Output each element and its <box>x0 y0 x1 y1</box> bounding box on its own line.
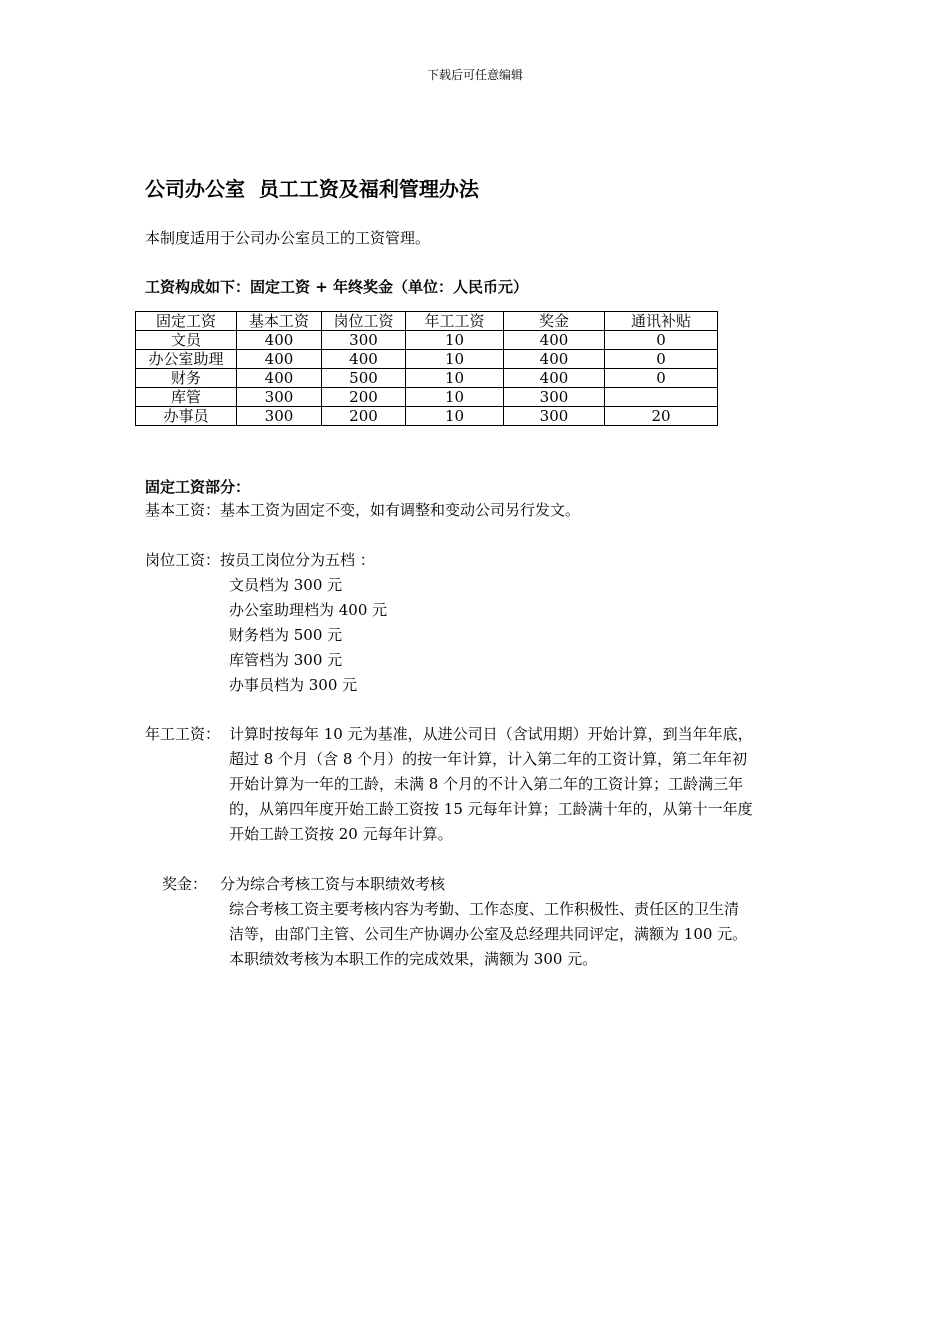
intro-text: 本制度适用于公司办公室员工的工资管理。 <box>145 229 431 247</box>
seniority-rule-line: 开始工龄工资按 20 元每年计算。 <box>229 825 453 843</box>
table-header-cell: 岗位工资 <box>322 312 406 331</box>
post-salary-label: 岗位工资：按员工岗位分为五档 ： <box>145 551 375 569</box>
bonus-label: 奖金： <box>162 875 208 893</box>
bonus-detail-line: 洁等，由部门主管、公司生产协调办公室及总经理共同评定，满额为 100 元。 <box>229 925 748 943</box>
table-cell: 200 <box>322 407 406 426</box>
table-cell: 0 <box>605 331 718 350</box>
table-row <box>136 369 718 388</box>
table-cell: 0 <box>605 369 718 388</box>
composition-heading: 工资构成如下：固定工资 + 年终奖金（单位：人民币元） <box>145 278 529 296</box>
post-level-item: 财务档为 500 元 <box>229 626 343 644</box>
post-level-item: 办事员档为 300 元 <box>229 676 358 694</box>
document-title: 公司办公室 员工工资及福利管理办法 <box>145 177 479 201</box>
table-cell: 400 <box>322 350 406 369</box>
table-cell: 400 <box>504 331 605 350</box>
post-level-item: 办公室助理档为 400 元 <box>229 601 388 619</box>
seniority-rule-line: 计算时按每年 10 元为基准，从进公司日（含试用期）开始计算，到当年年底， <box>229 725 753 743</box>
table-cell: 0 <box>605 350 718 369</box>
table-cell: 300 <box>237 388 322 407</box>
table-row <box>136 388 718 407</box>
bonus-detail-line: 本职绩效考核为本职工作的完成效果，满额为 300 元。 <box>229 950 598 968</box>
table-cell: 20 <box>605 407 718 426</box>
seniority-rule-line: 开始计算为一年的工龄，未满 8 个月的不计入第二年的工资计算；工龄满三年 <box>229 775 744 793</box>
bonus-detail-line: 综合考核工资主要考核内容为考勤、工作态度、工作积极性、责任区的卫生清 <box>229 900 740 918</box>
table-cell: 库管 <box>136 388 237 407</box>
table-cell: 400 <box>504 350 605 369</box>
table-cell: 300 <box>237 407 322 426</box>
post-level-item: 文员档为 300 元 <box>229 576 343 594</box>
table-cell: 300 <box>504 388 605 407</box>
bonus-summary: 分为综合考核工资与本职绩效考核 <box>220 875 446 893</box>
table-cell: 400 <box>237 369 322 388</box>
table-cell: 10 <box>406 350 504 369</box>
table-cell: 10 <box>406 331 504 350</box>
header-note: 下载后可任意编辑 <box>426 68 523 82</box>
table-cell: 300 <box>504 407 605 426</box>
table-cell: 办公室助理 <box>136 350 237 369</box>
seniority-rule-line: 的，从第四年度开始工龄工资按 15 元每年计算；工龄满十年的，从第十一年度 <box>229 800 753 818</box>
table-row <box>136 331 718 350</box>
table-cell <box>605 388 718 407</box>
table-cell: 10 <box>406 407 504 426</box>
table-header-cell: 奖金 <box>504 312 605 331</box>
post-level-item: 库管档为 300 元 <box>229 651 343 669</box>
fixed-salary-heading: 固定工资部分： <box>145 478 251 496</box>
table-cell: 10 <box>406 369 504 388</box>
table-cell: 200 <box>322 388 406 407</box>
table-header-cell: 通讯补贴 <box>605 312 718 331</box>
table-cell: 400 <box>237 331 322 350</box>
table-row <box>136 407 718 426</box>
table-cell: 400 <box>237 350 322 369</box>
table-cell: 400 <box>504 369 605 388</box>
seniority-rule-line: 超过 8 个月（含 8 个月）的按一年计算，计入第二年的工资计算，第二年年初 <box>229 750 748 768</box>
table-header-cell: 固定工资 <box>136 312 237 331</box>
table-cell: 财务 <box>136 369 237 388</box>
table-header-cell: 年工工资 <box>406 312 504 331</box>
table-cell: 文员 <box>136 331 237 350</box>
basic-salary-text: 基本工资：基本工资为固定不变，如有调整和变动公司另行发文。 <box>145 501 581 519</box>
table-row <box>136 350 718 369</box>
table-cell: 10 <box>406 388 504 407</box>
table-cell: 办事员 <box>136 407 237 426</box>
table-header-row <box>136 312 718 331</box>
table-cell: 300 <box>322 331 406 350</box>
salary-table <box>135 311 718 426</box>
table-header-cell: 基本工资 <box>237 312 322 331</box>
table-cell: 500 <box>322 369 406 388</box>
seniority-salary-label: 年工工资： <box>145 725 221 743</box>
